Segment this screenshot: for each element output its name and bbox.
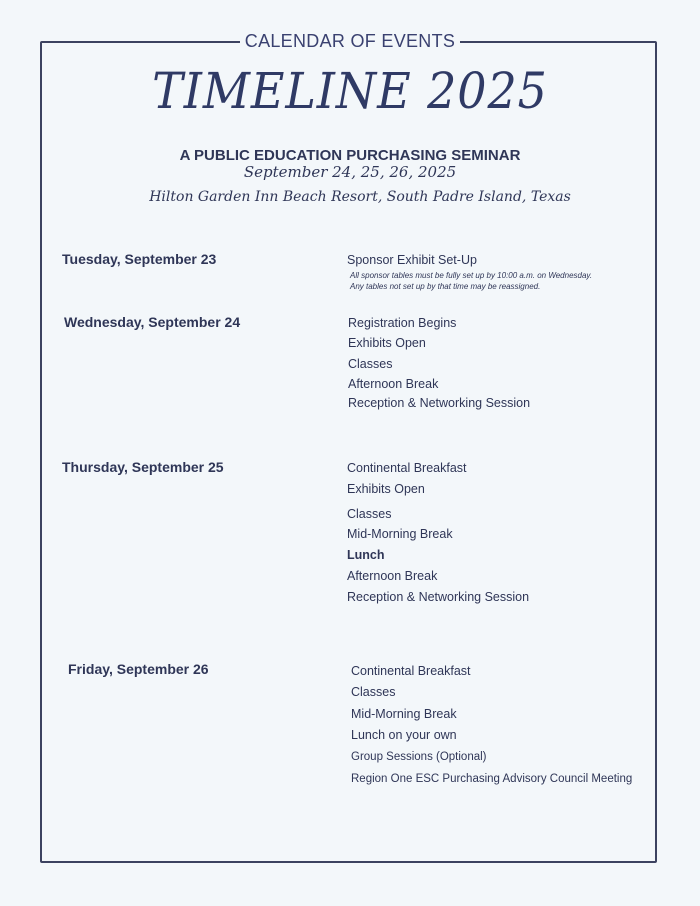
- sponsor-note: All sponsor tables must be fully set up by 10:00 a.m. on Wednesday.: [350, 271, 593, 280]
- event-name: Sponsor Exhibit Set-Up: [347, 253, 477, 267]
- sponsor-note: Any tables not set up by that time may be reassigned.: [350, 282, 541, 291]
- event-name: Continental Breakfast: [351, 664, 471, 678]
- page-title: TIMELINE 2025: [152, 62, 548, 120]
- event-name: Classes: [351, 685, 396, 699]
- event-name: Mid-Morning Break: [351, 707, 457, 721]
- event-name: Mid-Morning Break: [347, 527, 453, 541]
- event-name: Region One ESC Purchasing Advisory Council Meeting: [351, 773, 633, 785]
- event-name: Afternoon Break: [348, 377, 439, 391]
- day-label-tuesday: Tuesday, September 23: [62, 251, 217, 267]
- event-name: Reception & Networking Session: [347, 590, 530, 604]
- calendar-of-events-heading: [0, 31, 700, 52]
- event-name: Exhibits Open: [348, 336, 426, 350]
- event-name: Lunch: [347, 548, 385, 562]
- seminar-subtitle: A PUBLIC EDUCATION PURCHASING SEMINAR: [179, 147, 521, 164]
- calendar-of-events-label: CALENDAR OF EVENTS: [240, 31, 460, 51]
- event-name: Classes: [348, 357, 393, 371]
- event-name: Reception & Networking Session: [348, 396, 531, 410]
- event-name: Classes: [347, 507, 392, 521]
- event-name: Continental Breakfast: [347, 461, 467, 475]
- seminar-dates: September 24, 25, 26, 2025: [243, 163, 457, 181]
- event-name: Afternoon Break: [347, 569, 438, 583]
- event-name: Exhibits Open: [347, 482, 425, 496]
- day-label-thursday: Thursday, September 25: [62, 459, 224, 475]
- event-name: Group Sessions (Optional): [351, 751, 487, 763]
- seminar-venue: Hilton Garden Inn Beach Resort, South Padre Island, Texas: [149, 189, 571, 205]
- event-name: Lunch on your own: [351, 728, 457, 742]
- day-label-wednesday: Wednesday, September 24: [64, 314, 241, 330]
- event-name: Registration Begins: [348, 316, 457, 330]
- day-label-friday: Friday, September 26: [68, 661, 209, 677]
